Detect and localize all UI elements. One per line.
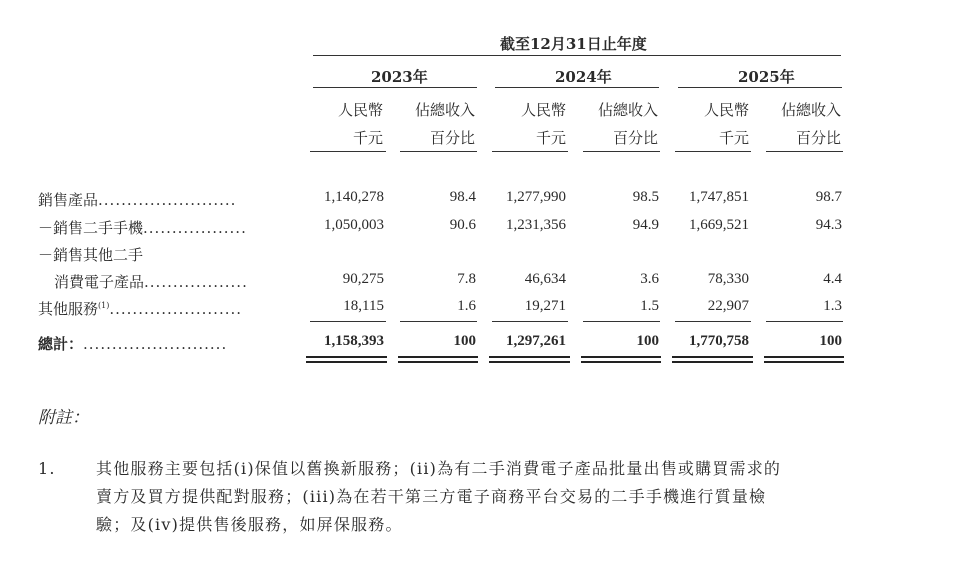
cell-r3-c5: 4.4 xyxy=(823,271,842,287)
cell-r0-c4: 1,747,851 xyxy=(689,189,749,205)
year-header-2024: 2024年 xyxy=(555,68,612,86)
total-rule-top-6 xyxy=(764,356,844,358)
subtotal-rule-5 xyxy=(675,321,751,322)
total-rule-top-1 xyxy=(306,356,387,358)
col-header-rmb-2024: 人民幣 xyxy=(520,101,566,119)
footnote-ref: (1) xyxy=(98,301,110,310)
period-header: 截至12月31日止年度 xyxy=(500,35,647,53)
cell-r1-c5: 94.3 xyxy=(815,217,842,233)
total-rule-bottom-1 xyxy=(306,361,387,363)
cell-r3-c2: 46,634 xyxy=(524,271,566,287)
col-header-pct-2024: 佔總收入 xyxy=(597,101,658,119)
cell-r0-c3: 98.5 xyxy=(632,189,659,205)
year-header-2023: 2023年 xyxy=(371,68,428,86)
subtotal-rule-3 xyxy=(492,321,568,322)
subtotal-rule-6 xyxy=(766,321,843,322)
cell-r1-c3: 94.9 xyxy=(632,217,659,233)
cell-r1-c4: 1,669,521 xyxy=(689,217,749,233)
cell-r3-c4: 78,330 xyxy=(707,271,749,287)
year-header-2025: 2025年 xyxy=(738,68,795,86)
notes-title: 附註： xyxy=(38,408,89,428)
cell-r3-c3: 3.6 xyxy=(640,271,659,287)
row-label-consumer-electronics: 消費電子產品.................. xyxy=(54,273,248,291)
cell-r4-c4: 22,907 xyxy=(707,298,749,314)
total-rule-bottom-6 xyxy=(764,361,844,363)
note-line-2: 賣方及買方提供配對服務；(iii)為在若干第三方電子商務平台交易的二手手機進行質量檢 xyxy=(96,487,767,506)
cell-r1-c0: 1,050,003 xyxy=(324,217,384,233)
cell-total-c0: 1,158,393 xyxy=(324,333,384,349)
col-header-thousand-2023: 千元 xyxy=(352,129,383,147)
total-rule-top-4 xyxy=(581,356,661,358)
cell-r3-c0: 90,275 xyxy=(342,271,384,287)
row-label-other-used: －銷售其他二手 xyxy=(38,246,144,264)
cell-r4-c3: 1.5 xyxy=(640,298,659,314)
col-rule-2 xyxy=(400,151,477,152)
total-rule-bottom-4 xyxy=(581,361,661,363)
col-header-pct-unit-2024: 百分比 xyxy=(612,129,658,147)
subtotal-rule-1 xyxy=(310,321,386,322)
cell-total-c1: 100 xyxy=(453,333,476,349)
row-label-used-phones: －銷售二手手機.................. xyxy=(38,219,247,237)
col-header-rmb-2025: 人民幣 xyxy=(703,101,749,119)
col-header-pct-unit-2025: 百分比 xyxy=(795,129,841,147)
col-header-thousand-2025: 千元 xyxy=(718,129,749,147)
cell-r3-c1: 7.8 xyxy=(457,271,476,287)
cell-r4-c0: 18,115 xyxy=(343,298,384,314)
cell-r4-c2: 19,271 xyxy=(524,298,566,314)
subtotal-rule-2 xyxy=(400,321,477,322)
cell-r0-c2: 1,277,990 xyxy=(506,189,566,205)
note-line-3: 驗；及(iv)提供售後服務，如屏保服務。 xyxy=(96,515,403,534)
year-rule-2024 xyxy=(495,87,659,88)
total-rule-top-2 xyxy=(398,356,478,358)
subtotal-rule-4 xyxy=(583,321,660,322)
col-header-pct-2023: 佔總收入 xyxy=(414,101,475,119)
cell-total-c2: 1,297,261 xyxy=(506,333,566,349)
cell-r4-c5: 1.3 xyxy=(823,298,842,314)
year-rule-2023 xyxy=(313,87,477,88)
note-line-1: 其他服務主要包括(i)保值以舊換新服務；(ii)為有二手消費電子產品批量出售或購買需求的 xyxy=(96,459,782,478)
col-rule-1 xyxy=(310,151,386,152)
row-label-product-sales: 銷售產品........................ xyxy=(38,191,237,209)
col-header-rmb-2023: 人民幣 xyxy=(337,101,383,119)
total-rule-bottom-3 xyxy=(489,361,570,363)
total-rule-bottom-2 xyxy=(398,361,478,363)
cell-r4-c1: 1.6 xyxy=(457,298,476,314)
col-header-thousand-2024: 千元 xyxy=(535,129,566,147)
cell-r0-c5: 98.7 xyxy=(815,189,842,205)
col-rule-4 xyxy=(583,151,660,152)
cell-total-c3: 100 xyxy=(636,333,659,349)
col-header-pct-unit-2023: 百分比 xyxy=(429,129,475,147)
col-rule-5 xyxy=(675,151,751,152)
col-header-pct-2025: 佔總收入 xyxy=(780,101,841,119)
row-label-other-services: 其他服務$^{(1)}$....................... xyxy=(38,300,243,318)
total-rule-top-3 xyxy=(489,356,570,358)
cell-total-c4: 1,770,758 xyxy=(689,333,749,349)
cell-r1-c1: 90.6 xyxy=(449,217,476,233)
col-rule-6 xyxy=(766,151,843,152)
total-rule-top-5 xyxy=(672,356,753,358)
period-header-rule xyxy=(313,55,841,56)
cell-total-c5: 100 xyxy=(819,333,842,349)
cell-r0-c0: 1,140,278 xyxy=(324,189,384,205)
total-rule-bottom-5 xyxy=(672,361,753,363)
col-rule-3 xyxy=(492,151,568,152)
note-number: 1. xyxy=(38,459,56,478)
row-label-total: 總計：......................... xyxy=(38,335,228,353)
cell-r1-c2: 1,231,356 xyxy=(506,217,566,233)
cell-r0-c1: 98.4 xyxy=(449,189,476,205)
year-rule-2025 xyxy=(678,87,842,88)
